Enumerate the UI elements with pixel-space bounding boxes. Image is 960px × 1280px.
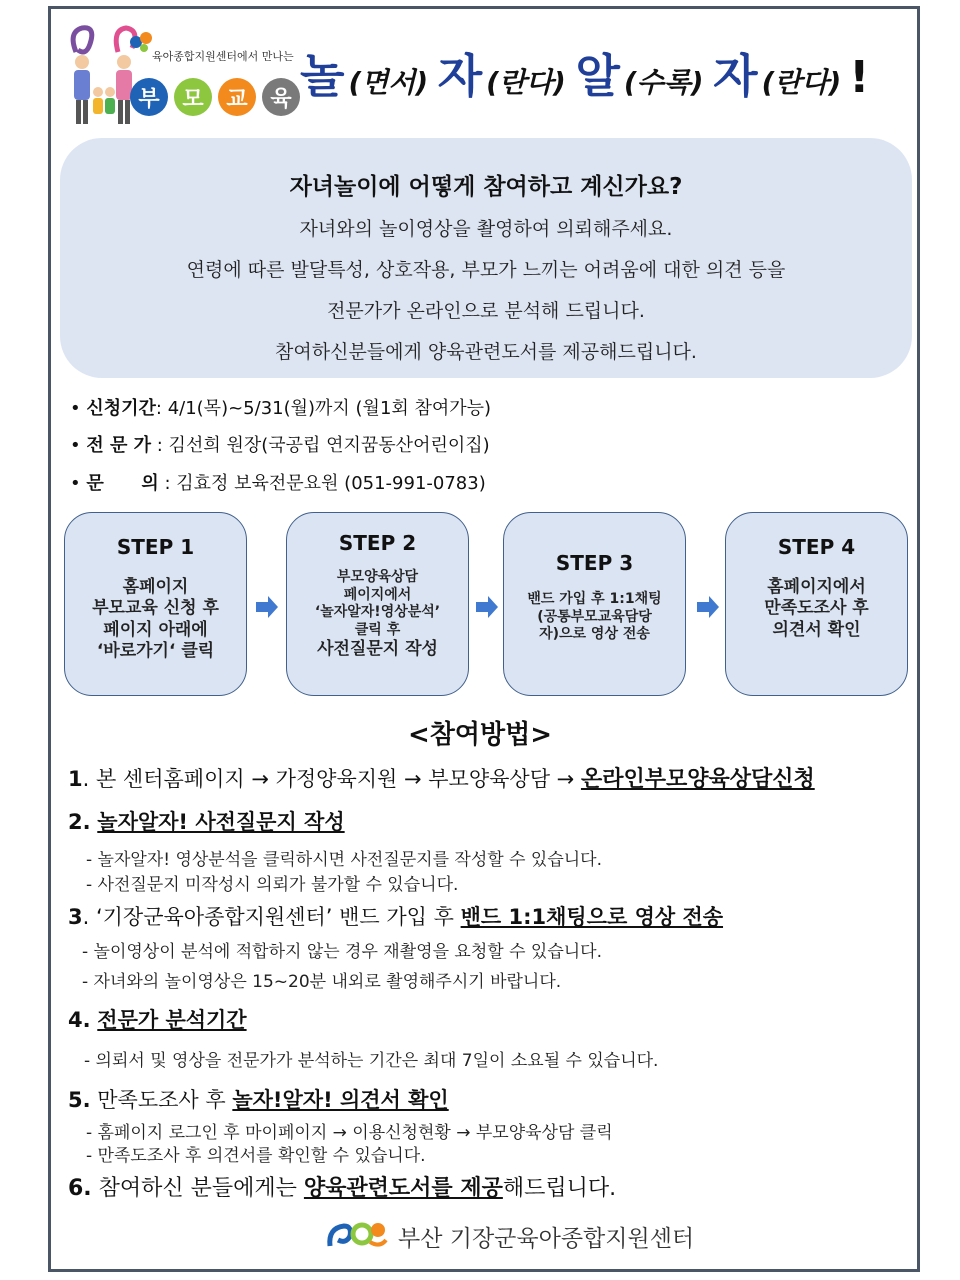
step-desc — [504, 591, 685, 644]
step-line: 부모양육상담 — [336, 569, 419, 585]
parent-education-tags — [130, 78, 300, 116]
method-emphasis: 전문가 분석기간 — [97, 1008, 247, 1032]
step-line: 클릭 후 — [354, 621, 401, 638]
method-num: 6. — [68, 1176, 92, 1201]
method-3-note-1: - 놀이영상이 분석에 적합하지 않는 경우 재촬영을 요청할 수 있습니다. — [82, 942, 602, 962]
intro-box — [60, 138, 912, 378]
info-expert: • 전 문 가 : 김선희 원장(국공립 연지꿈동산어린이집) — [70, 435, 490, 456]
arrow-right-icon — [697, 596, 719, 618]
tag-gyo: 교 — [218, 78, 256, 116]
title-word-1: 놀 — [300, 49, 345, 103]
step-1-card — [64, 512, 247, 696]
arrow-right-icon — [476, 596, 498, 618]
tag-yuk: 육 — [262, 78, 300, 116]
method-emphasis: 놀자!알자! 의견서 확인 — [232, 1088, 449, 1112]
method-text: 만족도조사 후 — [90, 1088, 233, 1112]
info-apply-period: • 신청기간: 4/1(목)~5/31(월)까지 (월1회 참여가능) — [70, 398, 492, 419]
method-after-text: 해드립니다. — [502, 1176, 617, 1201]
title-paren-1: (면서) — [348, 66, 429, 99]
method-4 — [68, 1004, 247, 1034]
intro-line-3: 전문가가 온라인으로 분석해 드립니다. — [327, 300, 645, 322]
title-paren-2: (란다) — [486, 66, 566, 99]
step-3-card — [503, 512, 686, 696]
tag-bu: 부 — [130, 78, 168, 116]
method-emphasis: 밴드 1:1채팅으로 영상 전송 — [460, 905, 724, 929]
method-2 — [68, 806, 345, 836]
method-text: 참여하신 분들에게는 — [91, 1176, 304, 1201]
main-title — [300, 40, 869, 106]
method-5 — [68, 1084, 449, 1114]
method-text: . 본 센터홈페이지 → 가정양육지원 → 부모양육상담 → — [82, 767, 581, 791]
method-emphasis: 양육관련도서를 제공 — [303, 1176, 503, 1201]
step-2-card — [286, 512, 469, 696]
method-3 — [68, 901, 723, 931]
method-4-note-1: - 의뢰서 및 영상을 전문가가 분석하는 기간은 최대 7일이 소요될 수 있습니다. — [84, 1051, 659, 1071]
step-line: ‘바로가기‘ 클릭 — [96, 640, 215, 661]
info-value: : 4/1(목)~5/31(월)까지 (월1회 참여가능) — [155, 398, 492, 419]
title-exclamation: ! — [849, 52, 870, 103]
method-text: . ‘기장군육아종합지원센터’ 밴드 가입 후 — [82, 905, 461, 929]
center-logo-small-icon — [128, 28, 154, 54]
tag-mo: 모 — [174, 78, 212, 116]
step-desc — [726, 577, 907, 641]
method-emphasis: 온라인부모양육상담신청 — [580, 767, 815, 792]
title-paren-3: (수록) — [623, 66, 704, 99]
title-word-3: 알 — [575, 49, 620, 103]
info-value: : 김효정 보육전문요원 (051-991-0783) — [158, 473, 486, 494]
intro-line-1: 자녀와의 놀이영상을 촬영하여 의뢰해주세요. — [299, 218, 673, 240]
method-num: 3 — [68, 905, 83, 929]
step-line: 홈페이지에서 — [767, 577, 866, 597]
method-1 — [68, 762, 815, 793]
method-title: <참여방법> — [407, 720, 553, 750]
method-2-note-1: - 놀자알자! 영상분석을 클릭하시면 사전질문지를 작성할 수 있습니다. — [86, 850, 602, 870]
info-contact: • 문 의 : 김효정 보육전문요원 (051-991-0783) — [70, 473, 486, 494]
method-3-note-2: - 자녀와의 놀이영상은 15~20분 내외로 촬영해주시기 바랍니다. — [82, 972, 562, 992]
step-desc — [287, 569, 468, 660]
step-line: 홈페이지 — [122, 577, 189, 597]
method-num: 1 — [68, 767, 83, 791]
center-logo-icon — [326, 1218, 388, 1254]
method-5-note-2: - 만족도조사 후 의견서를 확인할 수 있습니다. — [86, 1146, 426, 1166]
info-label: 전 문 가 — [86, 435, 152, 456]
step-line: 의견서 확인 — [772, 619, 861, 640]
intro-line-4: 참여하신분들에게 양육관련도서를 제공해드립니다. — [275, 341, 697, 363]
method-num: 5. — [68, 1088, 91, 1112]
method-emphasis: 놀자알자! 사전질문지 작성 — [97, 810, 345, 834]
step-title: STEP 3 — [555, 551, 634, 575]
title-paren-4: (란다) — [761, 66, 842, 99]
method-5-note-1: - 홈페이지 로그인 후 마이페이지 → 이용신청현황 → 부모양육상담 클릭 — [86, 1123, 613, 1143]
step-line: (공통부모교육담당 — [537, 608, 652, 625]
step-line: 만족도조사 후 — [764, 598, 869, 619]
step-line: 자)으로 영상 전송 — [539, 626, 650, 642]
intro-question: 자녀놀이에 어떻게 참여하고 계신가요? — [289, 174, 683, 200]
info-label: 신청기간 — [86, 398, 156, 419]
header-subtitle: 육아종합지원센터에서 만나는 — [152, 50, 294, 63]
footer-org-name: 부산 기장군육아종합지원센터 — [398, 1225, 695, 1252]
footer-org — [326, 1218, 694, 1254]
method-2-note-2: - 사전질문지 미작성시 의뢰가 불가할 수 있습니다. — [86, 875, 459, 895]
arrow-right-icon — [256, 596, 278, 618]
title-word-2: 자 — [437, 49, 483, 103]
step-line: 사전질문지 작성 — [317, 639, 438, 659]
step-line: 부모교육 신청 후 — [92, 598, 219, 619]
method-6 — [68, 1171, 616, 1202]
method-num: 2. — [68, 810, 91, 834]
title-word-4: 자 — [713, 49, 758, 103]
info-label: 문 의 — [86, 473, 159, 494]
step-desc — [65, 577, 246, 662]
step-line: 페이지에서 — [343, 586, 412, 603]
step-4-card — [725, 512, 908, 696]
step-line: ‘놀자알자!영상분석’ — [314, 604, 441, 620]
step-title: STEP 4 — [777, 535, 856, 559]
step-line: 페이지 아래에 — [103, 619, 208, 640]
method-num: 4. — [68, 1008, 91, 1032]
step-title: STEP 1 — [116, 535, 195, 559]
intro-line-2: 연령에 따른 발달특성, 상호작용, 부모가 느끼는 어려움에 대한 의견 등을 — [186, 259, 786, 281]
info-value: : 김선희 원장(국공립 연지꿈동산어린이집) — [151, 435, 490, 456]
step-line: 밴드 가입 후 1:1채팅 — [527, 591, 662, 607]
step-title: STEP 2 — [338, 531, 417, 555]
